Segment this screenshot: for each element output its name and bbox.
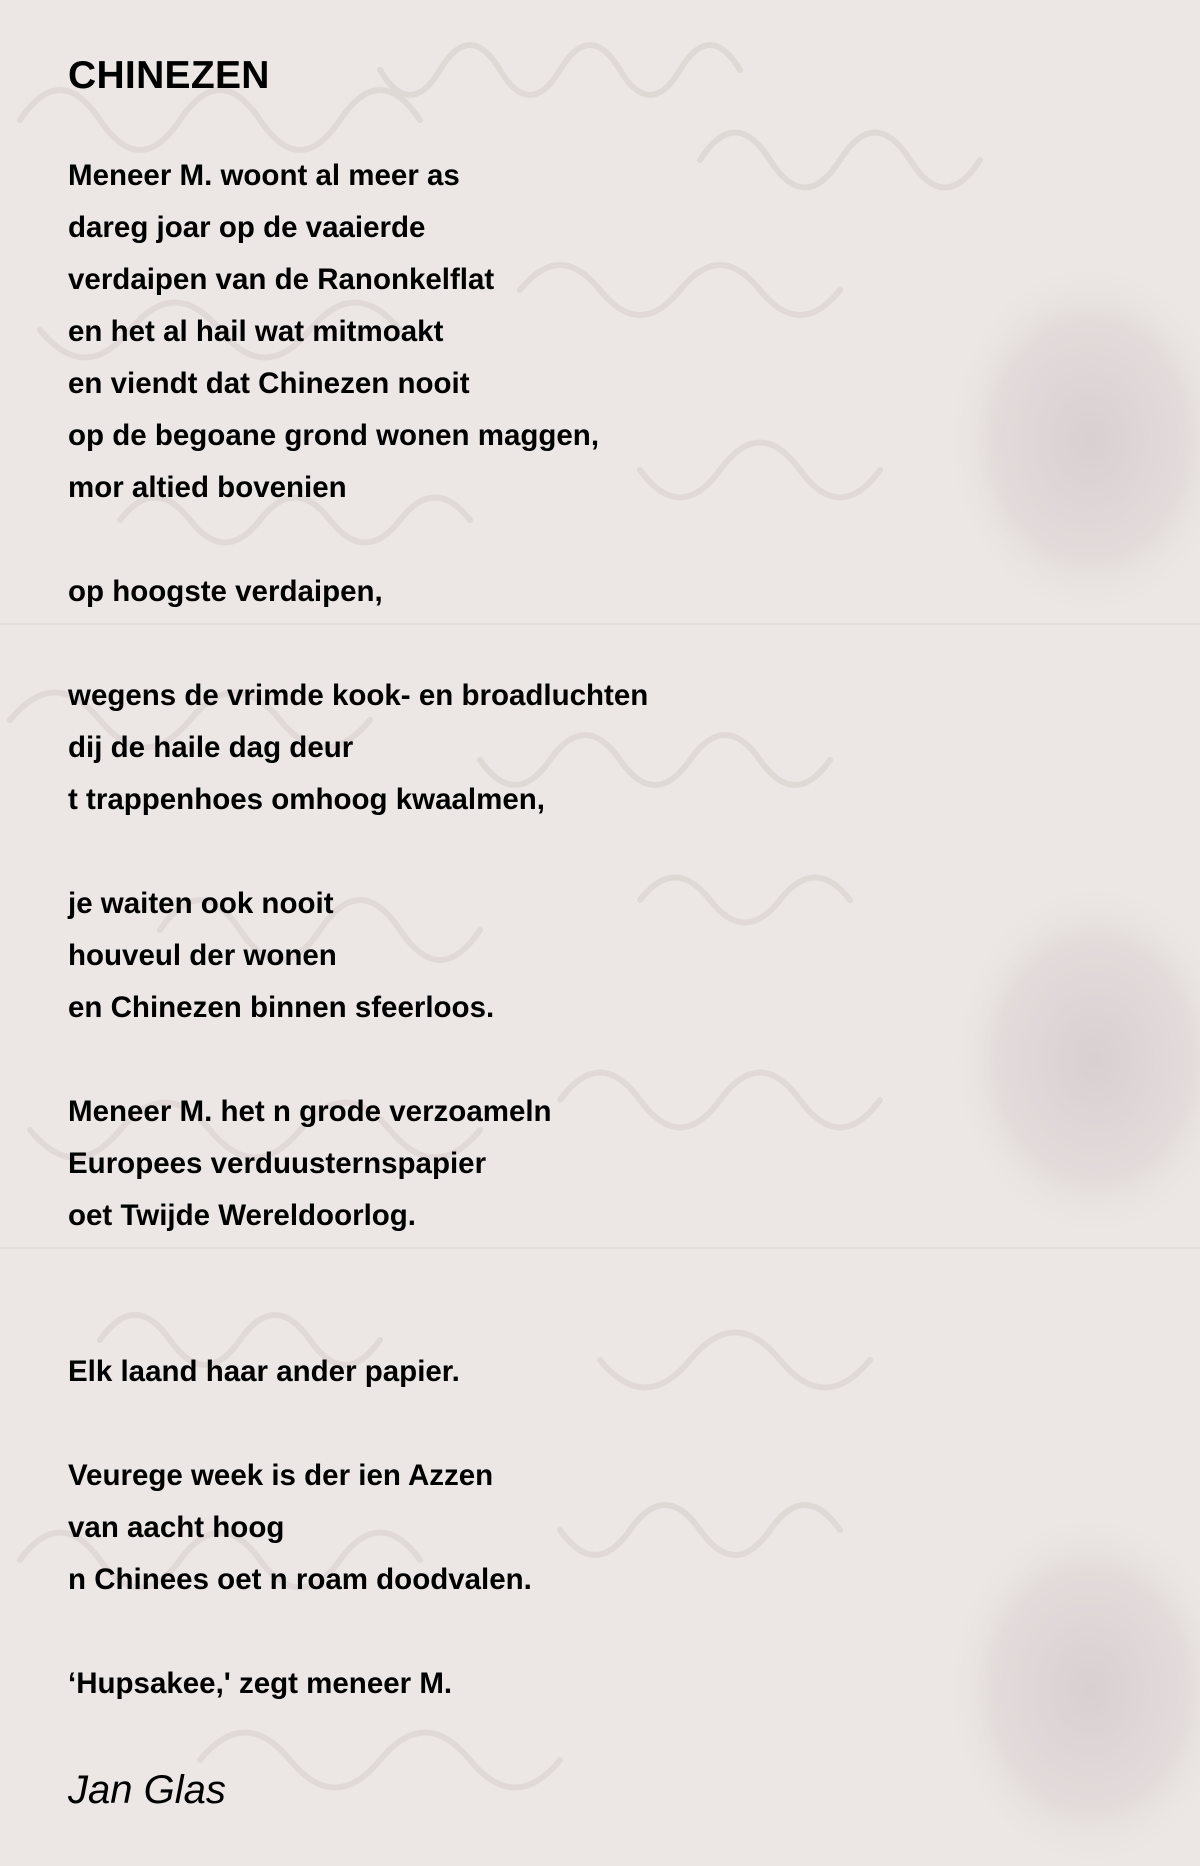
stanza-1 xyxy=(68,150,648,514)
poem-line: op hoogste verdaipen, xyxy=(68,575,383,608)
poem-line: oet Twijde Wereldoorlog. xyxy=(68,1199,417,1232)
poem-line: en het al hail wat mitmoakt xyxy=(68,315,444,348)
poem-line: Meneer M. woont al meer as xyxy=(68,159,460,192)
stanza-6 xyxy=(68,1346,648,1398)
poem-body xyxy=(68,150,648,1762)
poem-line: n Chinees oet n roam doodvalen. xyxy=(68,1563,532,1596)
poem-line: je waiten ook nooit xyxy=(68,887,334,920)
poem-author: Jan Glas xyxy=(68,1768,226,1812)
poem-line: houveul der wonen xyxy=(68,939,337,972)
poem-line: Europees verduusternspapier xyxy=(68,1147,487,1180)
poem-line: verdaipen van de Ranonkelflat xyxy=(68,263,495,296)
poem-line: Veurege week is der ien Azzen xyxy=(68,1459,494,1492)
stanza-8 xyxy=(68,1658,648,1710)
poem-line: Elk laand haar ander papier. xyxy=(68,1355,460,1388)
poem-line: wegens de vrimde kook- en broadluchten xyxy=(68,679,649,712)
poem-line: t trappenhoes omhoog kwaalmen, xyxy=(68,783,545,816)
poem-line: en viendt dat Chinezen nooit xyxy=(68,367,470,400)
poem-line: ‘Hupsakee,' zegt meneer M. xyxy=(68,1667,453,1700)
poem-line: Meneer M. het n grode verzoameln xyxy=(68,1095,552,1128)
stanza-4 xyxy=(68,878,648,1034)
poem-line: dareg joar op de vaaierde xyxy=(68,211,426,244)
poem-line: dij de haile dag deur xyxy=(68,731,354,764)
stanza-2 xyxy=(68,566,648,618)
stanza-7 xyxy=(68,1450,648,1606)
poem-line: en Chinezen binnen sfeerloos. xyxy=(68,991,495,1024)
poem-line: van aacht hoog xyxy=(68,1511,285,1544)
poem-line: op de begoane grond wonen maggen, xyxy=(68,419,600,452)
poem-title: CHINEZEN xyxy=(68,54,270,97)
stanza-3 xyxy=(68,670,648,826)
stanza-5 xyxy=(68,1086,648,1242)
poem-line: mor altied bovenien xyxy=(68,471,347,504)
